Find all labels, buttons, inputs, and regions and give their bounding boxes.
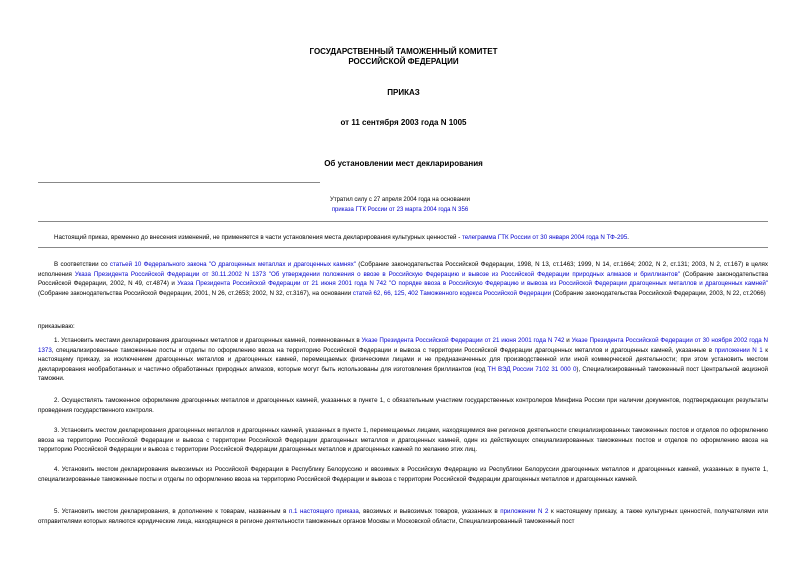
- document-type: ПРИКАЗ: [387, 88, 420, 97]
- customs-code-link[interactable]: статей 62, 66, 125, 402 Таможенного кодекса Российской Федерации: [352, 289, 552, 297]
- paragraph-5: 5. Установить местом декларирования, в дополнение к товарам, названным в п.1 настоящего приказа, ввозимых и вывозимых товаров, указанных в приложении N 2 к настоящему приказу, а также культурных ценностей, получателями или отправителями которых являются юридические лица, находящиеся в регионе деятельности таможенных органов Москвы и Московской области, Специализированный таможенный пост: [38, 508, 768, 525]
- paragraph-4: 4. Установить местом декларирования вывозимых из Российской Федерации в Республику Белоруссию и ввозимых в Российскую Федерацию из Республики Белоруссии драгоценных металлов и драгоценных камней, указанных в пункте 1, специализированные таможенные посты и отделы по оформлению ввоза на территорию Российской Федерации и вывоза с территории Российской Федерации драгоценных металлов и драгоценных камней.: [38, 466, 768, 483]
- appendix-2-link[interactable]: приложении N 2: [500, 508, 549, 515]
- decree-1373-link[interactable]: Указе Президента Российской Федерации от 30 ноября 2002 года N 1373: [38, 337, 768, 354]
- application-note: Настоящий приказ, временно до внесения изменений, не применяется в части установления места декларирования культурных ценностей - телеграмма ГТК России от 30 января 2004 года N ТФ-295.: [54, 234, 630, 241]
- status-note-line: Утратил силу с 27 апреля 2004 года на основании: [330, 197, 470, 203]
- paragraph-1: 1. Установить местами декларирования драгоценных металлов и драгоценных камней, поименованных в Указе Президента Российской Федерации от 21 июня 2001 года N 742 и Указе Президента Российской Федерации от 30 ноября 2002 года N 1373, специализированные таможенные посты и отделы по оформлению ввоза на территорию Российской Федерации и вывоза с территории Российской Федерации драгоценных металлов и драгоценных камней, указанные в приложении N 1 к настоящему приказу, за исключением драгоценных металлов и драгоценных камней, перемещаемых физическими лицами и не предназначенных для производственной или иной коммерческой деятельности; при этом установить местом декларирования необработанных и частично обработанных природных алмазов, которые могут быть использованы для изготовления бриллиантов (код ТН ВЭД России 7102 31 000 0), Специализированный таможенный пост Центральной акцизной таможни.: [38, 337, 768, 383]
- appendix-1-link[interactable]: приложении N 1: [714, 346, 763, 354]
- divider: [38, 221, 768, 222]
- telegram-link[interactable]: телеграмма ГТК России от 30 января 2004 года N ТФ-295: [461, 234, 628, 241]
- item-1-link[interactable]: п.1 настоящего приказа: [288, 508, 359, 515]
- status-note-link[interactable]: приказа ГТК России от 23 марта 2004 года N 356: [331, 207, 469, 213]
- order-word: приказываю:: [38, 323, 75, 330]
- divider: [38, 247, 768, 248]
- agency-name-line2: РОССИЙСКОЙ ФЕДЕРАЦИИ: [348, 57, 459, 66]
- document-date-number: от 11 сентября 2003 года N 1005: [340, 118, 467, 127]
- paragraph-2: 2. Осуществлять таможенное оформление драгоценных металлов и драгоценных камней, указанных в пункте 1, с обязательным участием государственных контролеров Минфина России при наличии документов, подтверждающих результаты проведения государственного контроля.: [38, 397, 768, 414]
- decree-742-link[interactable]: Указа Президента Российской Федерации от 21 июня 2001 года N 742 "О порядке ввоза в Российскую Федерацию и вывоза из Российской Федерации драгоценных металлов и драгоценных камней": [177, 280, 768, 288]
- law-link[interactable]: статьей 10 Федерального закона "О драгоценных металлах и драгоценных камнях": [109, 261, 356, 268]
- paragraph-3: 3. Установить местом декларирования драгоценных металлов и драгоценных камней, указанных в пункте 1, перемещаемых лицами, находящимися вне регионов деятельности специализированных таможенных постов и отделов по оформлению ввоза на территорию Российской Федерации и вывоза с территории Российской Федерации драгоценных металлов и драгоценных камней, один из действующих специализированных таможенных постов и отделов по оформлению ввоза на территорию Российской Федерации и вывоза с территории Российской Федерации драгоценных металлов и драгоценных камней по желанию этих лиц.: [38, 427, 768, 454]
- decree-742-link[interactable]: Указе Президента Российской Федерации от 21 июня 2001 года N 742: [361, 337, 565, 344]
- document-title: Об установлении мест декларирования: [324, 159, 483, 168]
- preamble-paragraph: В соответствии со статьей 10 Федерального закона "О драгоценных металлах и драгоценных камнях" (Собрание законодательства Российской Федерации, 1998, N 13, ст.1463; 1999, N 14, ст.1664; 2002, N 2, ст.131; 2003, N 2, ст.167) в целях исполнения Указа Президента Российской Федерации от 30.11.2002 N 1373 "Об утверждении положения о ввозе в Российскую Федерацию и вывозе из Российской Федерации природных алмазов и бриллиантов" (Собрание законодательства Российской Федерации, 2002, N 49, ст.4874) и Указа Президента Российской Федерации от 21 июня 2001 года N 742 "О порядке ввоза в Российскую Федерацию и вывоза из Российской Федерации драгоценных металлов и драгоценных камней" (Собрание законодательства Российской Федерации, 2001, N 26, ст.2653; 2002, N 32, ст.3167), на основании статей 62, 66, 125, 402 Таможенного кодекса Российской Федерации (Собрание законодательства Российской Федерации, 2003, N 22, ст.2066): [38, 261, 769, 297]
- agency-name-line1: ГОСУДАРСТВЕННЫЙ ТАМОЖЕННЫЙ КОМИТЕТ: [309, 47, 498, 56]
- tn-ved-code-link[interactable]: ТН ВЭД России 7102 31 000 0: [487, 365, 577, 373]
- divider: [38, 182, 320, 183]
- decree-1373-link[interactable]: Указа Президента Российской Федерации от 30.11.2002 N 1373 "Об утверждении положения о ввозе в Российскую Федерацию и вывозе из Российской Федерации природных алмазов и бриллиантов": [74, 270, 680, 278]
- note-text: Настоящий приказ, временно до внесения изменений, не применяется в части установления места декларирования культурных ценностей -: [54, 234, 462, 241]
